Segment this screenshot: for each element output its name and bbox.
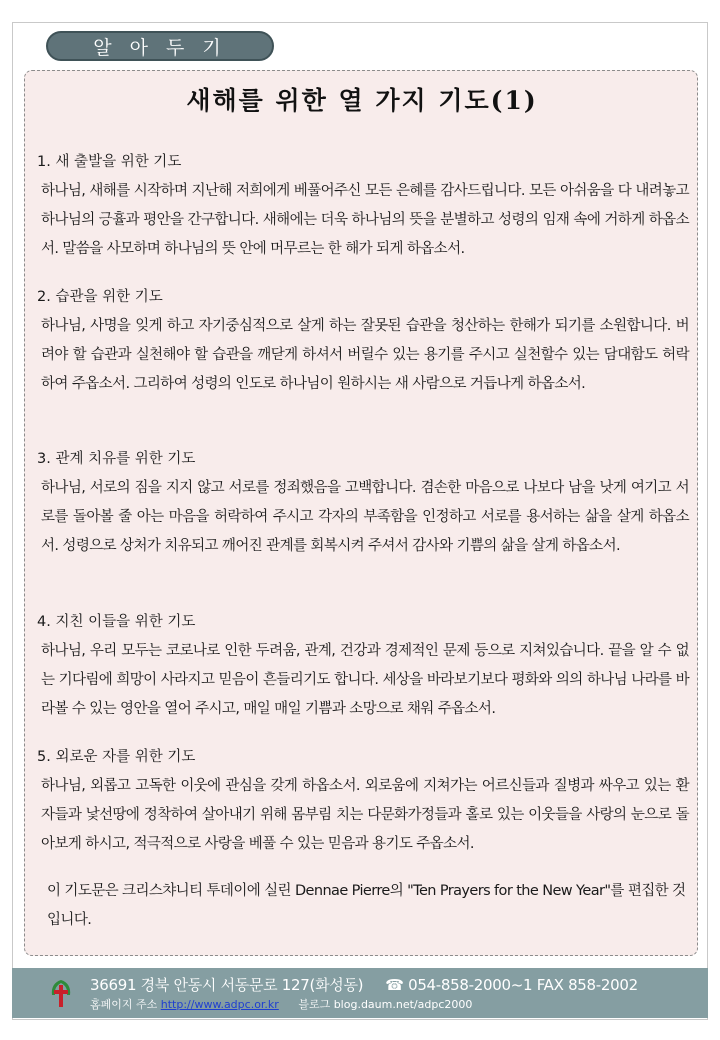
prayer-heading: 3. 관계 치유를 위한 기도 <box>37 451 196 467</box>
footer-contact-line <box>90 974 638 995</box>
prayer-body: 하나님, 사명을 잊게 하고 자기중심적으로 살게 하는 잘못된 습관을 청산하는 한해가 되기를 소원합니다. 버려야 할 습관과 실천해야 할 습관을 깨닫게 하셔서 버릴수 있는 용기를 주시고 실천할수 있는 담대함도 허락하여 주옵소서. 그리하여 성령의 인도로 하나님이 원하시는 새 사람으로 거듭나게 하옵소서. <box>41 318 689 392</box>
prayer-section-1 <box>37 148 689 264</box>
homepage-label: 홈페이지 주소 <box>90 998 158 1011</box>
footer-phone: ☎ 054-858-2000~1 FAX 858-2002 <box>385 976 638 994</box>
prayer-section-5 <box>37 743 689 859</box>
prayer-section-3 <box>37 445 689 561</box>
homepage-link[interactable]: http://www.adpc.or.kr <box>160 998 279 1011</box>
document-title: 새해를 위한 열 가지 기도(1) <box>186 86 538 115</box>
prayer-heading: 1. 새 출발을 위한 기도 <box>37 154 182 170</box>
footer-bar <box>12 968 708 1018</box>
footer-web-line <box>90 996 472 1012</box>
prayer-section-4 <box>37 608 689 724</box>
prayer-body: 하나님, 우리 모두는 코로나로 인한 두려움, 관계, 건강과 경제적인 문제 등으로 지쳐있습니다. 끝을 알 수 없는 기다림에 희망이 사라지고 믿음이 흔들리기도 합니다. 세상을 바라보기보다 평화와 의의 하나님 나라를 바라볼 수 있는 영안을 열어 주시고, 매일 매일 기쁨과 소망으로 채워 주옵소서. <box>41 643 689 717</box>
church-logo-icon <box>48 977 74 1009</box>
prayer-heading: 4. 지친 이들을 위한 기도 <box>37 614 196 630</box>
prayer-body: 하나님, 외롭고 고독한 이웃에 관심을 갖게 하옵소서. 외로움에 지쳐가는 어르신들과 질병과 싸우고 있는 환자들과 낯선땅에 정착하여 살아내기 위해 몸부림 치는 다문화가정들과 홀로 있는 이웃들을 사랑의 눈으로 돌아보게 하시고, 적극적으로 사랑을 베풀 수 있는 믿음과 용기도 주옵소서. <box>41 778 689 852</box>
prayer-body: 하나님, 새해를 시작하며 지난해 저희에게 베풀어주신 모든 은혜를 감사드립니다. 모든 아쉬움을 다 내려놓고 하나님의 긍휼과 평안을 간구합니다. 새해에는 더욱 하나님의 뜻을 분별하고 성령의 임재 속에 거하게 하옵소서. 말씀을 사모하며 하나님의 뜻 안에 머무르는 한 해가 되게 하옵소서. <box>41 183 689 257</box>
closing-note: 이 기도문은 크리스챠니티 투데이에 실린 Dennae Pierre의 "Ten Prayers for the New Year"를 편집한 것입니다. <box>47 883 686 928</box>
prayer-heading: 5. 외로운 자를 위한 기도 <box>37 749 196 765</box>
section-tab: 알 아 두 기 <box>46 31 274 61</box>
footer-address: 36691 경북 안동시 서동문로 127(화성동) <box>90 976 364 994</box>
prayer-section-2 <box>37 283 689 399</box>
content-box <box>24 70 698 956</box>
prayer-body: 하나님, 서로의 짐을 지지 않고 서로를 정죄했음을 고백합니다. 겸손한 마음으로 나보다 남을 낫게 여기고 서로를 돌아볼 줄 아는 마음을 허락하여 주시고 각자의 부족함을 인정하고 서로를 용서하는 삶을 살게 하옵소서. 성령으로 상처가 치유되고 깨어진 관계를 회복시켜 주셔서 감사와 기쁨의 삶을 살게 하옵소서. <box>41 480 689 554</box>
prayer-heading: 2. 습관을 위한 기도 <box>37 289 163 305</box>
blog-address: 블로그 blog.daum.net/adpc2000 <box>298 998 473 1011</box>
